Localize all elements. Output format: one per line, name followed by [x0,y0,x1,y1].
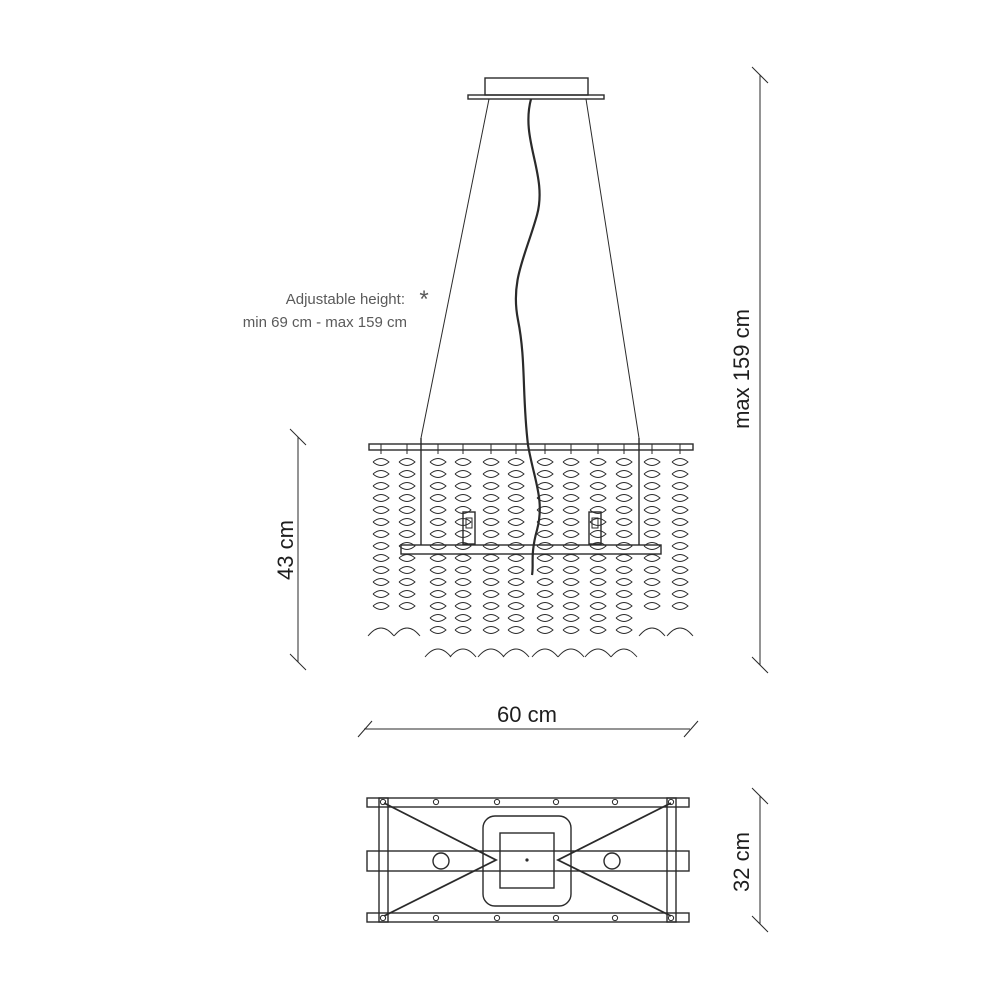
plan-left-wedge [384,803,496,916]
mount-hole [380,799,385,804]
right-lamp-holder [589,512,601,544]
left-lamp-holder [463,512,475,544]
note-line2: min 69 cm - max 159 cm [242,314,407,331]
mount-hole [668,915,673,920]
plan-left-socket [433,853,449,869]
width-dimension [358,702,698,737]
mount-hole [433,799,438,804]
body-height-dimension [273,429,306,670]
plan-view [367,798,689,922]
canopy-plate [468,95,604,99]
right-wire [586,99,639,438]
crystal-strands [368,444,693,657]
top-frame [369,444,693,450]
mount-hole [553,915,558,920]
plan-right-rail [667,798,676,922]
crystal-strand [558,459,584,658]
mount-hole [553,799,558,804]
crystal-strand [394,459,420,637]
mount-hole [612,799,617,804]
width-label: 60 cm [497,702,557,727]
plan-top-rail [367,798,689,807]
crystal-strand [425,459,451,658]
ceiling-canopy [468,78,604,99]
body-height-label: 43 cm [273,520,298,580]
plan-right-wedge [558,803,671,916]
depth-dimension [729,788,768,932]
depth-label: 32 cm [729,832,754,892]
total-height-dimension [729,67,768,673]
crystal-strand [585,459,611,658]
power-cable [516,99,540,575]
plan-bottom-rail [367,913,689,922]
note-line1: Adjustable height: [285,291,405,308]
crystal-strand [503,459,529,658]
crystal-strand [450,459,476,658]
plan-left-rail [379,798,388,922]
mount-hole [612,915,617,920]
mount-hole [380,915,385,920]
adjustable-height-note [243,286,429,331]
suspension-wires [421,99,639,575]
crystal-strand [667,459,693,637]
crystal-strand [532,459,558,658]
left-wire [421,99,489,438]
chandelier-body [368,438,693,657]
mount-hole [433,915,438,920]
canopy-body [485,78,588,95]
mount-hole [494,915,499,920]
total-height-label: max 159 cm [729,309,754,429]
crystal-strand [368,459,394,637]
plan-right-socket [604,853,620,869]
plan-center-point [525,858,528,861]
asterisk-mark: * [419,286,429,313]
crystal-strand [478,459,504,658]
crystal-strand [611,459,637,658]
mount-hole [494,799,499,804]
